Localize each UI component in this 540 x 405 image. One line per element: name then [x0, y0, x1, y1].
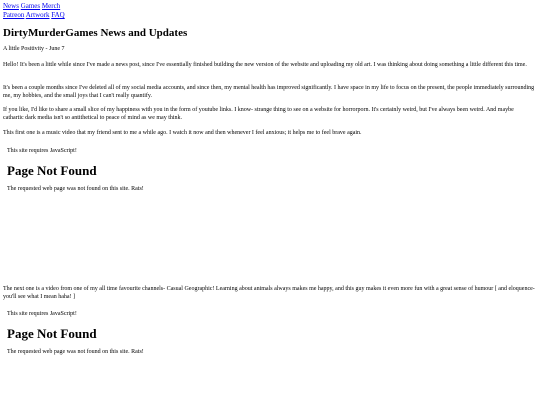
post-paragraph-social-media: It's been a couple months since I've deleted all of my social media accounts, and since then, my mental health has improved significantly. I have space in my life to focus on the present, the people immediately surrounding me, my hobbies, and the small joys that I can't really quantify.	[3, 85, 535, 99]
embed-error-heading: Page Not Found	[7, 163, 97, 178]
embed-js-notice: This site requires JavaScript!	[7, 148, 77, 154]
nav-link-artwork[interactable]: Artwork	[25, 11, 50, 19]
site-nav	[3, 2, 65, 20]
page-title: DirtyMurderGames News and Updates	[3, 27, 188, 39]
embed-error-message: The requested web page was not found on this site. Rats!	[7, 186, 144, 192]
embed-js-notice: This site requires JavaScript!	[7, 311, 77, 317]
video-embed-1[interactable]	[3, 148, 535, 198]
nav-row-1	[3, 2, 65, 11]
post-paragraph-youtube: If you like, I'd like to share a small slice of my happiness with you in the form of youtube links. I know- strange thing to see on a website for horrorporn. It's certainly weird, but I've always been weird. And maybe cathartic dark media isn't so antithetical to peace of mind as we may think.	[3, 107, 514, 121]
post-heading: A little Positivity - June 7	[3, 46, 65, 52]
nav-link-games[interactable]: Games	[20, 2, 41, 10]
embed-error-heading: Page Not Found	[7, 326, 97, 341]
nav-link-faq[interactable]: FAQ	[51, 11, 65, 19]
embed-error-message: The requested web page was not found on this site. Rats!	[7, 349, 144, 355]
nav-row-2	[3, 11, 65, 20]
nav-link-patreon[interactable]: Patreon	[3, 11, 25, 19]
nav-link-merch[interactable]: Merch	[41, 2, 61, 10]
post-paragraph-second-video: The next one is a video from one of my all time favourite channels- Casual Geographic! Learning about animals always makes me happy, and this guy makes it even more fun with a great sense of humour [ and eloquence- you'll see what I mean haha! ]	[3, 286, 535, 300]
video-embed-2[interactable]	[3, 311, 535, 361]
post-paragraph-intro: Hello! It's been a little while since I've made a news post, since I've essentially finished building the new version of the website and uploading my old art. I was thinking about doing something a little different this time.	[3, 62, 527, 68]
post-paragraph-first-video: This first one is a music video that my friend sent to me a while ago. I watch it now and then whenever I feel anxious; it helps me to feel brave again.	[3, 130, 362, 136]
nav-link-news[interactable]: News	[3, 2, 19, 10]
